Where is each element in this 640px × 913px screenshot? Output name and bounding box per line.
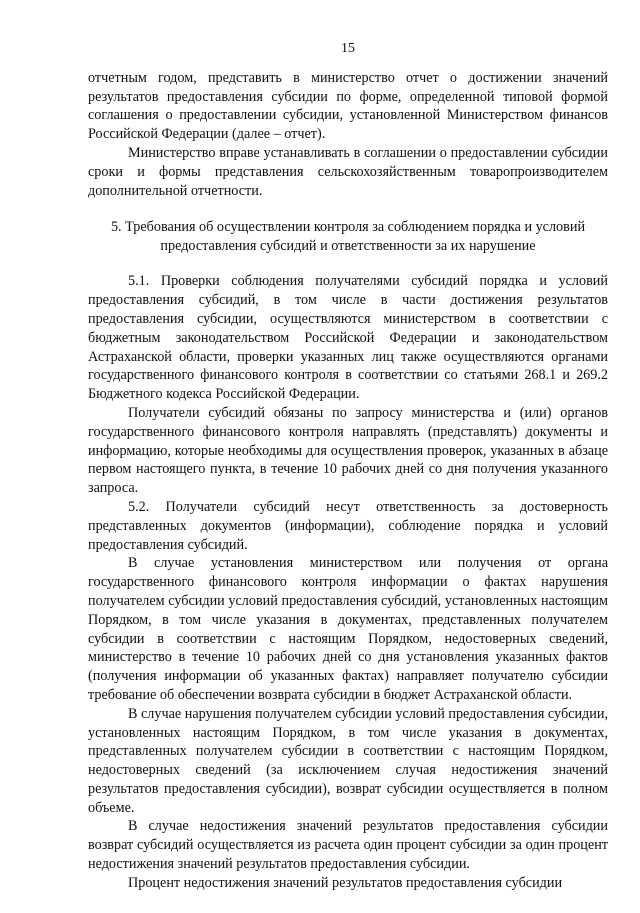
- paragraph: Получатели субсидий обязаны по запросу министерства и (или) органов государственного финансового контроля направлять (представлять) документы и информацию, которые необходимы для осуществления проверок, указанных в абзаце первом настоящего пункта, в течение 10 рабочих дней со дня получения указанного запроса.: [88, 404, 608, 497]
- section-heading: 5. Требования об осуществлении контроля за соблюдением порядка и условий предоставления субсидий и ответственности за их нарушение: [110, 219, 586, 255]
- paragraph: Министерство вправе устанавливать в соглашении о предоставлении субсидии сроки и формы представления сельскохозяйственным товаропроизводителем дополнительной отчетности.: [88, 144, 608, 199]
- paragraph: В случае нарушения получателем субсидии условий предоставления субсидии, установленных настоящим Порядком, в том числе указания в документах, представленных получателем субсидии в соответствии с настоящим Порядком, недостоверных сведений (за исключением случая недостижения значений результатов предоставления субсидии), возврат субсидии осуществляется в полном объеме.: [88, 705, 608, 816]
- paragraph: 5.2. Получатели субсидий несут ответственность за достоверность представленных документов (информации), соблюдение порядка и условий предоставления субсидий.: [88, 498, 608, 553]
- paragraph-continuation: отчетным годом, представить в министерство отчет о достижении значений результатов предоставления субсидии по форме, определенной типовой формой соглашения о предоставлении субсидии, установленной Министерством финансов Российской Федерации (далее – отчет).: [88, 69, 608, 143]
- paragraph: В случае недостижения значений результатов предоставления субсидии возврат субсидий осуществляется из расчета один процент субсидии за один процент недостижения значений результатов предоставления субсидии.: [88, 818, 608, 873]
- paragraph: Процент недостижения значений результатов предоставления субсидии: [128, 874, 563, 891]
- page-number: 15: [341, 41, 355, 56]
- paragraph: 5.1. Проверки соблюдения получателями субсидий порядка и условий предоставления субсидий, в том числе в части достижения результатов предоставления субсидии, осуществляются министерством в соответствии с бюджетным законодательством Российской Федерации и законодательством Астраханской области, проверки указанных лиц также осуществляются органами государственного финансового контроля в соответствии со статьями 268.1 и 269.2 Бюджетного кодекса Российской Федерации.: [88, 273, 608, 403]
- document-page: [88, 40, 608, 893]
- paragraph: В случае установления министерством или получения от органа государственного финансового контроля информации о фактах нарушения получателем субсидии условий предоставления субсидий, установленных настоящим Порядком, в том числе указания в документах, представленных получателем субсидии в соответствии с настоящим Порядком, недостоверных сведений, министерство в течение 10 рабочих дней со дня установления указанных фактов (получения информации об указанных фактах) направляет получателю субсидии требование об обеспечении возврата субсидии в бюджет Астраханской области.: [88, 555, 608, 703]
